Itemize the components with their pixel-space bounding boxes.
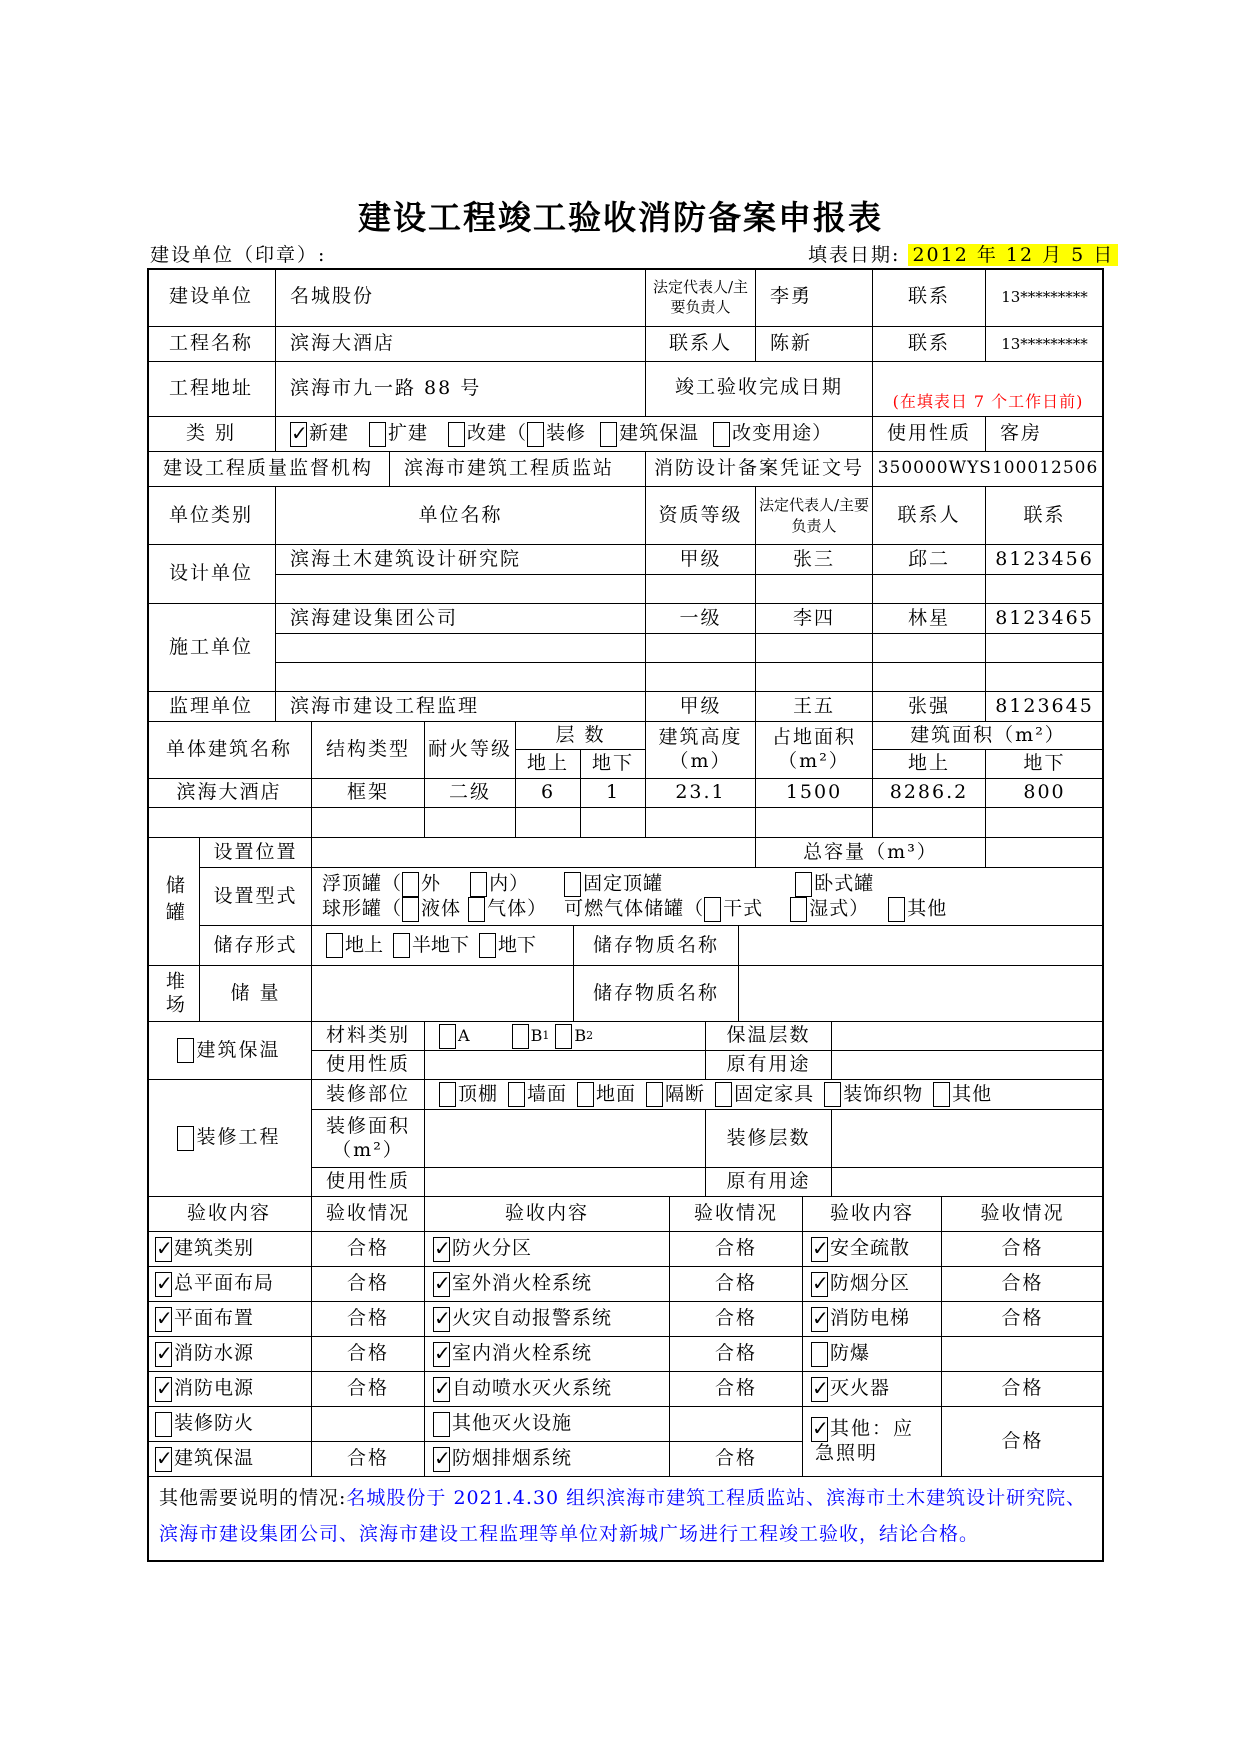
acceptance-result: 合格 xyxy=(670,1302,803,1337)
acceptance-item-label: 防烟排烟系统 xyxy=(452,1447,573,1470)
supervisor-unit-label: 监理单位 xyxy=(147,692,276,722)
building-blank-cell xyxy=(147,808,312,838)
floor-area-above-header: 地上 xyxy=(873,750,986,779)
sphere-liquid-label: 液体 xyxy=(421,897,462,919)
part-other-label: 其他 xyxy=(952,1082,993,1105)
structure-cell: 框架 xyxy=(312,779,425,808)
tank-capacity-value xyxy=(986,838,1104,868)
design-unit-name: 滨海土木建筑设计研究院 xyxy=(276,545,646,575)
sphere-gas-checkbox[interactable] xyxy=(468,897,485,922)
insulation-label: 建筑保温 xyxy=(196,1038,281,1061)
supervisor-unit-contact: 张强 xyxy=(873,692,986,722)
decoration-area-value xyxy=(425,1110,706,1168)
part-other-checkbox[interactable] xyxy=(933,1082,950,1107)
acceptance-header-result-3: 验收情况 xyxy=(942,1197,1104,1232)
acceptance-checkbox[interactable]: ✓ xyxy=(156,1270,173,1295)
storage-semi-label: 半地下 xyxy=(412,933,470,956)
decoration-layers-value xyxy=(832,1110,1104,1168)
category-decor-label: 装修 xyxy=(546,422,587,445)
acceptance-item-label: 总平面布局 xyxy=(174,1272,275,1295)
usage-value: 客房 xyxy=(986,417,1104,452)
insulation-original-value xyxy=(832,1051,1104,1080)
acceptance-checkbox[interactable]: ✓ xyxy=(434,1340,451,1365)
supervisor-unit-name: 滨海市建设工程监理 xyxy=(276,692,646,722)
contact2-label: 联系 xyxy=(873,327,986,362)
acceptance-item-label: 消防水源 xyxy=(174,1342,255,1365)
acceptance-header-result-1: 验收情况 xyxy=(312,1197,425,1232)
part-partition-checkbox[interactable] xyxy=(646,1082,663,1107)
fire-rating-header: 耐火等级 xyxy=(425,722,516,779)
acceptance-result xyxy=(312,1407,425,1442)
supervisor-unit-phone: 8123645 xyxy=(986,692,1104,722)
insulation-original-label: 原有用途 xyxy=(706,1051,832,1080)
category-change-label: 改变用途） xyxy=(732,422,833,445)
category-decor-checkbox[interactable] xyxy=(527,422,544,447)
building-blank-cell xyxy=(516,808,581,838)
units-header-type: 单位类别 xyxy=(147,487,276,545)
design-unit-blank-row xyxy=(646,575,756,604)
acceptance-header-result-2: 验收情况 xyxy=(670,1197,803,1232)
decoration-part-label: 装修部位 xyxy=(312,1080,425,1110)
acceptance-item-label: 平面布置 xyxy=(174,1307,255,1330)
supervisor-unit-grade: 甲级 xyxy=(646,692,756,722)
acceptance-extra-line-2: 急照明 xyxy=(815,1442,879,1465)
design-unit-blank-row xyxy=(276,575,646,604)
floors-above-cell: 6 xyxy=(516,779,581,808)
category-insulation-checkbox[interactable] xyxy=(600,422,617,447)
category-rebuild-label: 改建（ xyxy=(467,422,528,445)
part-ceiling-checkbox[interactable] xyxy=(439,1082,456,1107)
part-floor-checkbox[interactable] xyxy=(577,1082,594,1107)
construction-unit-blank-row xyxy=(276,663,646,692)
acceptance-result xyxy=(670,1407,803,1442)
land-area-cell: 1500 xyxy=(756,779,873,808)
acceptance-item xyxy=(803,1337,942,1372)
material-b1-checkbox[interactable] xyxy=(512,1024,529,1049)
acceptance-item xyxy=(147,1372,312,1407)
notes-text: 名城股份于 2021.4.30 组织滨海市建筑工程质监站、滨海市土木建筑设计研究院、滨海市建设集团公司、滨海市建设工程监理等单位对新城广场进行工程竣工验收，结论合格。 xyxy=(159,1487,1087,1545)
land-area-header xyxy=(756,722,873,779)
decoration-label: 装修工程 xyxy=(196,1126,281,1149)
structure-header: 结构类型 xyxy=(312,722,425,779)
acceptance-result: 合格 xyxy=(670,1337,803,1372)
insulation-layers-value xyxy=(832,1022,1104,1051)
contact-label: 联系 xyxy=(873,268,986,327)
floors-above-header: 地上 xyxy=(516,750,581,779)
acceptance-result: 合格 xyxy=(312,1232,425,1267)
building-blank-cell xyxy=(756,808,873,838)
part-fabric-label: 装饰织物 xyxy=(843,1082,924,1105)
acceptance-item xyxy=(425,1302,670,1337)
acceptance-extra-line-1 xyxy=(811,1417,914,1442)
acceptance-item-label: 灭火器 xyxy=(830,1377,891,1400)
tank-type-label: 设置型式 xyxy=(200,868,312,926)
fill-date xyxy=(808,240,1118,267)
floor-area-header: 建筑面积（m²） xyxy=(873,722,1104,750)
tank-material-value xyxy=(739,926,1104,966)
acceptance-result: 合格 xyxy=(312,1337,425,1372)
construction-unit-blank-row xyxy=(646,663,756,692)
units-header-rep: 法定代表人/主要负责人 xyxy=(756,487,873,545)
insulation-usage-label: 使用性质 xyxy=(312,1051,425,1080)
floors-below-cell: 1 xyxy=(581,779,646,808)
decoration-layers-label: 装修层数 xyxy=(706,1110,832,1168)
tank-other-checkbox[interactable] xyxy=(888,897,905,922)
construction-unit-blank-row xyxy=(756,663,873,692)
floors-header: 层 数 xyxy=(516,722,646,750)
acceptance-checkbox[interactable]: ✓ xyxy=(434,1270,451,1295)
material-b1-label: B xyxy=(530,1026,543,1045)
storage-tank-label-text: 储罐 xyxy=(162,874,185,929)
tank-position-label: 设置位置 xyxy=(200,838,312,868)
contact-person-label: 联系人 xyxy=(646,327,756,362)
floors-below-header: 地下 xyxy=(581,750,646,779)
category-rebuild-checkbox[interactable] xyxy=(448,422,465,447)
supervision-label: 建设工程质量监督机构 xyxy=(147,452,390,487)
insulation-material-options xyxy=(425,1022,706,1051)
part-floor-label: 地面 xyxy=(596,1082,637,1105)
acceptance-item xyxy=(147,1337,312,1372)
yard-amount-label: 储 量 xyxy=(200,966,312,1022)
gas-tank-label: 可燃气体储罐（ xyxy=(564,897,705,919)
design-unit-blank-row xyxy=(756,575,873,604)
decoration-checkbox[interactable] xyxy=(177,1126,194,1151)
gas-dry-label: 干式 xyxy=(723,897,764,919)
contact-person-value: 陈新 xyxy=(756,327,873,362)
acceptance-item-label: 消防电梯 xyxy=(830,1307,911,1330)
fill-date-value: 2012 年 12 月 5 日 xyxy=(908,244,1118,266)
storage-ground-checkbox[interactable] xyxy=(326,933,343,958)
yard-material-label: 储存物质名称 xyxy=(574,966,739,1022)
category-label: 类 别 xyxy=(147,417,276,452)
yard-label-text: 堆场 xyxy=(162,970,185,1017)
acceptance-item-label: 防烟分区 xyxy=(830,1272,911,1295)
acceptance-checkbox[interactable]: ✓ xyxy=(156,1235,173,1260)
part-fabric-checkbox[interactable] xyxy=(824,1082,841,1107)
storage-underground-label: 地下 xyxy=(498,933,537,956)
acceptance-extra-checkbox[interactable]: ✓ xyxy=(812,1416,829,1441)
acceptance-checkbox[interactable]: ✓ xyxy=(156,1305,173,1330)
category-expand-label: 扩建 xyxy=(388,422,429,445)
tank-position-value xyxy=(312,838,756,868)
acceptance-result: 合格 xyxy=(670,1372,803,1407)
usage-label: 使用性质 xyxy=(873,417,986,452)
category-options xyxy=(276,417,873,452)
construction-unit-blank-row xyxy=(986,663,1104,692)
units-header-grade: 资质等级 xyxy=(646,487,756,545)
completion-note: (在填表日 7 个工作日前) xyxy=(873,362,1104,417)
acceptance-result: 合格 xyxy=(312,1302,425,1337)
acceptance-item xyxy=(425,1372,670,1407)
acceptance-extra-item xyxy=(803,1407,942,1477)
acceptance-result: 合格 xyxy=(670,1442,803,1477)
building-blank-cell xyxy=(986,808,1104,838)
building-name-header: 单体建筑名称 xyxy=(147,722,312,779)
decoration-usage-value xyxy=(425,1168,706,1197)
land-area-header-unit: （m²） xyxy=(778,750,850,772)
construction-unit-blank-row xyxy=(873,663,986,692)
yard-label xyxy=(147,966,200,1022)
acceptance-checkbox[interactable]: ✓ xyxy=(434,1375,451,1400)
fill-date-label: 填表日期: xyxy=(808,244,901,266)
acceptance-result: 合格 xyxy=(942,1267,1104,1302)
acceptance-checkbox[interactable] xyxy=(155,1412,172,1437)
acceptance-item xyxy=(425,1267,670,1302)
design-unit-label: 设计单位 xyxy=(147,545,276,604)
acceptance-header-content-1: 验收内容 xyxy=(147,1197,312,1232)
acceptance-item xyxy=(803,1302,942,1337)
acceptance-item xyxy=(147,1267,312,1302)
completion-label: 竣工验收完成日期 xyxy=(646,362,873,417)
material-b2-checkbox[interactable] xyxy=(555,1024,572,1049)
design-unit-rep: 张三 xyxy=(756,545,873,575)
cert-label: 消防设计备案凭证文号 xyxy=(646,452,873,487)
height-header xyxy=(646,722,756,779)
insulation-material-label: 材料类别 xyxy=(312,1022,425,1051)
tank-type-row-1 xyxy=(322,872,874,897)
acceptance-checkbox[interactable]: ✓ xyxy=(434,1235,451,1260)
legal-rep-label: 法定代表人/主要负责人 xyxy=(646,268,756,327)
acceptance-header-content-3: 验收内容 xyxy=(803,1197,942,1232)
decoration-original-value xyxy=(832,1168,1104,1197)
acceptance-item xyxy=(803,1267,942,1302)
storage-form-label: 储存形式 xyxy=(200,926,312,966)
storage-form-options xyxy=(312,926,574,966)
acceptance-checkbox[interactable]: ✓ xyxy=(434,1445,451,1470)
project-name-value: 滨海大酒店 xyxy=(276,327,646,362)
height-header-label: 建筑高度 xyxy=(658,726,743,749)
material-b2-label: B xyxy=(574,1026,587,1045)
construction-unit-blank-row xyxy=(276,634,646,663)
construction-unit-blank-row xyxy=(646,634,756,663)
acceptance-checkbox[interactable] xyxy=(811,1342,828,1367)
tank-type-options xyxy=(312,868,1104,926)
supervision-value: 滨海市建筑工程质监站 xyxy=(390,452,646,487)
horizontal-tank-label: 卧式罐 xyxy=(814,872,875,894)
yard-amount-value xyxy=(312,966,574,1022)
acceptance-result: 合格 xyxy=(670,1232,803,1267)
construction-unit-grade: 一级 xyxy=(646,604,756,634)
building-blank-cell xyxy=(873,808,986,838)
part-wall-label: 墙面 xyxy=(527,1082,568,1105)
storage-underground-checkbox[interactable] xyxy=(479,933,496,958)
category-new-checkbox[interactable]: ✓ xyxy=(291,420,308,445)
acceptance-item-label: 防爆 xyxy=(830,1342,871,1365)
floor-area-above-cell: 8286.2 xyxy=(873,779,986,808)
acceptance-result: 合格 xyxy=(312,1442,425,1477)
sphere-gas-label: 气体） xyxy=(487,897,548,919)
category-expand-checkbox[interactable] xyxy=(369,422,386,447)
legal-rep-value: 李勇 xyxy=(756,268,873,327)
acceptance-item xyxy=(147,1232,312,1267)
category-change-checkbox[interactable] xyxy=(713,422,730,447)
land-area-header-label: 占地面积 xyxy=(771,726,856,749)
tank-type-row-2 xyxy=(322,897,947,922)
gas-dry-checkbox[interactable] xyxy=(704,897,721,922)
fixed-roof-label: 固定顶罐 xyxy=(583,872,664,894)
decoration-original-label: 原有用途 xyxy=(706,1168,832,1197)
construction-unit-name: 滨海建设集团公司 xyxy=(276,604,646,634)
storage-ground-label: 地上 xyxy=(345,933,384,956)
contact2-value: 13********* xyxy=(986,327,1104,362)
float-roof-label: 浮顶罐（ xyxy=(322,872,403,894)
acceptance-item-label: 其他灭火设施 xyxy=(452,1412,573,1435)
storage-tank-label xyxy=(147,838,200,966)
acceptance-item xyxy=(147,1407,312,1442)
acceptance-item-label: 自动喷水灭火系统 xyxy=(452,1377,613,1400)
acceptance-item-label: 室内消火栓系统 xyxy=(452,1342,593,1365)
decoration-area-label xyxy=(312,1110,425,1168)
units-header-contact: 联系人 xyxy=(873,487,986,545)
acceptance-item-label: 建筑保温 xyxy=(174,1447,255,1470)
acceptance-item-label: 室外消火栓系统 xyxy=(452,1272,593,1295)
notes xyxy=(149,1480,1099,1552)
horizontal-tank-checkbox[interactable] xyxy=(795,872,812,897)
acceptance-item-label: 消防电源 xyxy=(174,1377,255,1400)
acceptance-result: 合格 xyxy=(942,1372,1104,1407)
acceptance-header-content-2: 验收内容 xyxy=(425,1197,670,1232)
material-b2-sub: 2 xyxy=(586,1029,594,1043)
fixed-roof-checkbox[interactable] xyxy=(564,872,581,897)
part-furniture-label: 固定家具 xyxy=(734,1082,815,1105)
address-label: 工程地址 xyxy=(147,362,276,417)
acceptance-checkbox[interactable]: ✓ xyxy=(812,1235,829,1260)
address-value: 滨海市九一路 88 号 xyxy=(276,362,646,417)
tank-other-label: 其他 xyxy=(907,897,948,919)
storage-semi-checkbox[interactable] xyxy=(393,933,410,958)
acceptance-extra-label: 其他：应 xyxy=(830,1417,915,1440)
construction-unit-blank-row xyxy=(756,634,873,663)
supervisor-unit-rep: 王五 xyxy=(756,692,873,722)
acceptance-item xyxy=(803,1232,942,1267)
acceptance-result: 合格 xyxy=(942,1302,1104,1337)
float-outer-checkbox[interactable] xyxy=(402,872,419,897)
acceptance-result: 合格 xyxy=(312,1372,425,1407)
construction-unit-label: 施工单位 xyxy=(147,604,276,692)
unit-value: 名城股份 xyxy=(276,268,646,327)
sphere-tank-label: 球形罐（ xyxy=(322,897,403,919)
part-partition-label: 隔断 xyxy=(665,1082,706,1105)
contact-value: 13********* xyxy=(986,268,1104,327)
category-insulation-label: 建筑保温 xyxy=(619,422,700,445)
building-blank-cell xyxy=(312,808,425,838)
units-header-name: 单位名称 xyxy=(276,487,646,545)
design-unit-grade: 甲级 xyxy=(646,545,756,575)
insulation-layers-label: 保温层数 xyxy=(706,1022,832,1051)
acceptance-result xyxy=(942,1337,1104,1372)
part-wall-checkbox[interactable] xyxy=(508,1082,525,1107)
acceptance-item xyxy=(425,1407,670,1442)
notes-label: 其他需要说明的情况: xyxy=(159,1487,347,1509)
decoration-area-label-text: 装修面积 xyxy=(325,1114,410,1137)
acceptance-item-label: 火灾自动报警系统 xyxy=(452,1307,613,1330)
acceptance-result: 合格 xyxy=(312,1267,425,1302)
construction-unit-blank-row xyxy=(873,634,986,663)
acceptance-item xyxy=(147,1442,312,1477)
fire-rating-cell: 二级 xyxy=(425,779,516,808)
decoration-section xyxy=(147,1080,312,1197)
decoration-part-options xyxy=(425,1080,1104,1110)
decoration-area-unit: （m²） xyxy=(332,1138,404,1161)
building-blank-cell xyxy=(646,808,756,838)
acceptance-item xyxy=(803,1372,942,1407)
sphere-liquid-checkbox[interactable] xyxy=(402,897,419,922)
acceptance-item-label: 防火分区 xyxy=(452,1237,533,1260)
acceptance-checkbox[interactable]: ✓ xyxy=(156,1375,173,1400)
acceptance-checkbox[interactable]: ✓ xyxy=(812,1375,829,1400)
category-new-label: 新建 xyxy=(309,422,350,445)
acceptance-item-label: 安全疏散 xyxy=(830,1237,911,1260)
acceptance-checkbox[interactable]: ✓ xyxy=(812,1270,829,1295)
gas-wet-checkbox[interactable] xyxy=(790,897,807,922)
project-name-label: 工程名称 xyxy=(147,327,276,362)
design-unit-phone: 8123456 xyxy=(986,545,1104,575)
construction-unit-phone: 8123465 xyxy=(986,604,1104,634)
acceptance-checkbox[interactable]: ✓ xyxy=(156,1445,173,1470)
acceptance-checkbox[interactable]: ✓ xyxy=(434,1305,451,1330)
yard-material-value xyxy=(739,966,1104,1022)
acceptance-item xyxy=(425,1442,670,1477)
float-outer-label: 外 xyxy=(421,872,442,894)
height-header-unit: （m） xyxy=(669,750,732,772)
units-header-phone: 联系 xyxy=(986,487,1104,545)
tank-material-label: 储存物质名称 xyxy=(574,926,739,966)
construction-unit-rep: 李四 xyxy=(756,604,873,634)
page-title: 建设工程竣工验收消防备案申报表 xyxy=(358,198,883,237)
float-inner-label: 内） xyxy=(489,872,530,894)
design-unit-contact: 邱二 xyxy=(873,545,986,575)
acceptance-item xyxy=(425,1337,670,1372)
height-cell: 23.1 xyxy=(646,779,756,808)
insulation-usage-value xyxy=(425,1051,706,1080)
acceptance-item-label: 装修防火 xyxy=(174,1412,255,1435)
acceptance-checkbox[interactable] xyxy=(433,1412,450,1437)
building-blank-cell xyxy=(425,808,516,838)
material-a-checkbox[interactable] xyxy=(439,1024,456,1049)
acceptance-checkbox[interactable]: ✓ xyxy=(156,1340,173,1365)
material-a-label: A xyxy=(458,1026,470,1045)
acceptance-result: 合格 xyxy=(942,1232,1104,1267)
building-blank-cell xyxy=(581,808,646,838)
acceptance-extra-result: 合格 xyxy=(942,1407,1104,1477)
design-unit-blank-row xyxy=(873,575,986,604)
decoration-usage-label: 使用性质 xyxy=(312,1168,425,1197)
cert-value: 350000WYS100012506 xyxy=(873,452,1104,487)
construction-unit-blank-row xyxy=(986,634,1104,663)
builder-seal-label: 建设单位（印章）: xyxy=(150,244,327,266)
insulation-section xyxy=(147,1022,312,1080)
tank-capacity-label: 总容量（m³） xyxy=(756,838,986,868)
building-name-cell: 滨海大酒店 xyxy=(147,779,312,808)
acceptance-item xyxy=(425,1232,670,1267)
insulation-checkbox[interactable] xyxy=(177,1038,194,1063)
acceptance-checkbox[interactable]: ✓ xyxy=(812,1305,829,1330)
floor-area-below-header: 地下 xyxy=(986,750,1104,779)
design-unit-blank-row xyxy=(986,575,1104,604)
acceptance-item-label: 建筑类别 xyxy=(174,1237,255,1260)
unit-label: 建设单位 xyxy=(147,268,276,327)
material-b1-sub: 1 xyxy=(542,1029,550,1043)
acceptance-result: 合格 xyxy=(670,1267,803,1302)
acceptance-item xyxy=(147,1302,312,1337)
float-inner-checkbox[interactable] xyxy=(470,872,487,897)
part-ceiling-label: 顶棚 xyxy=(458,1082,499,1105)
part-furniture-checkbox[interactable] xyxy=(715,1082,732,1107)
floor-area-below-cell: 800 xyxy=(986,779,1104,808)
gas-wet-label: 湿式） xyxy=(809,897,870,919)
construction-unit-contact: 林星 xyxy=(873,604,986,634)
